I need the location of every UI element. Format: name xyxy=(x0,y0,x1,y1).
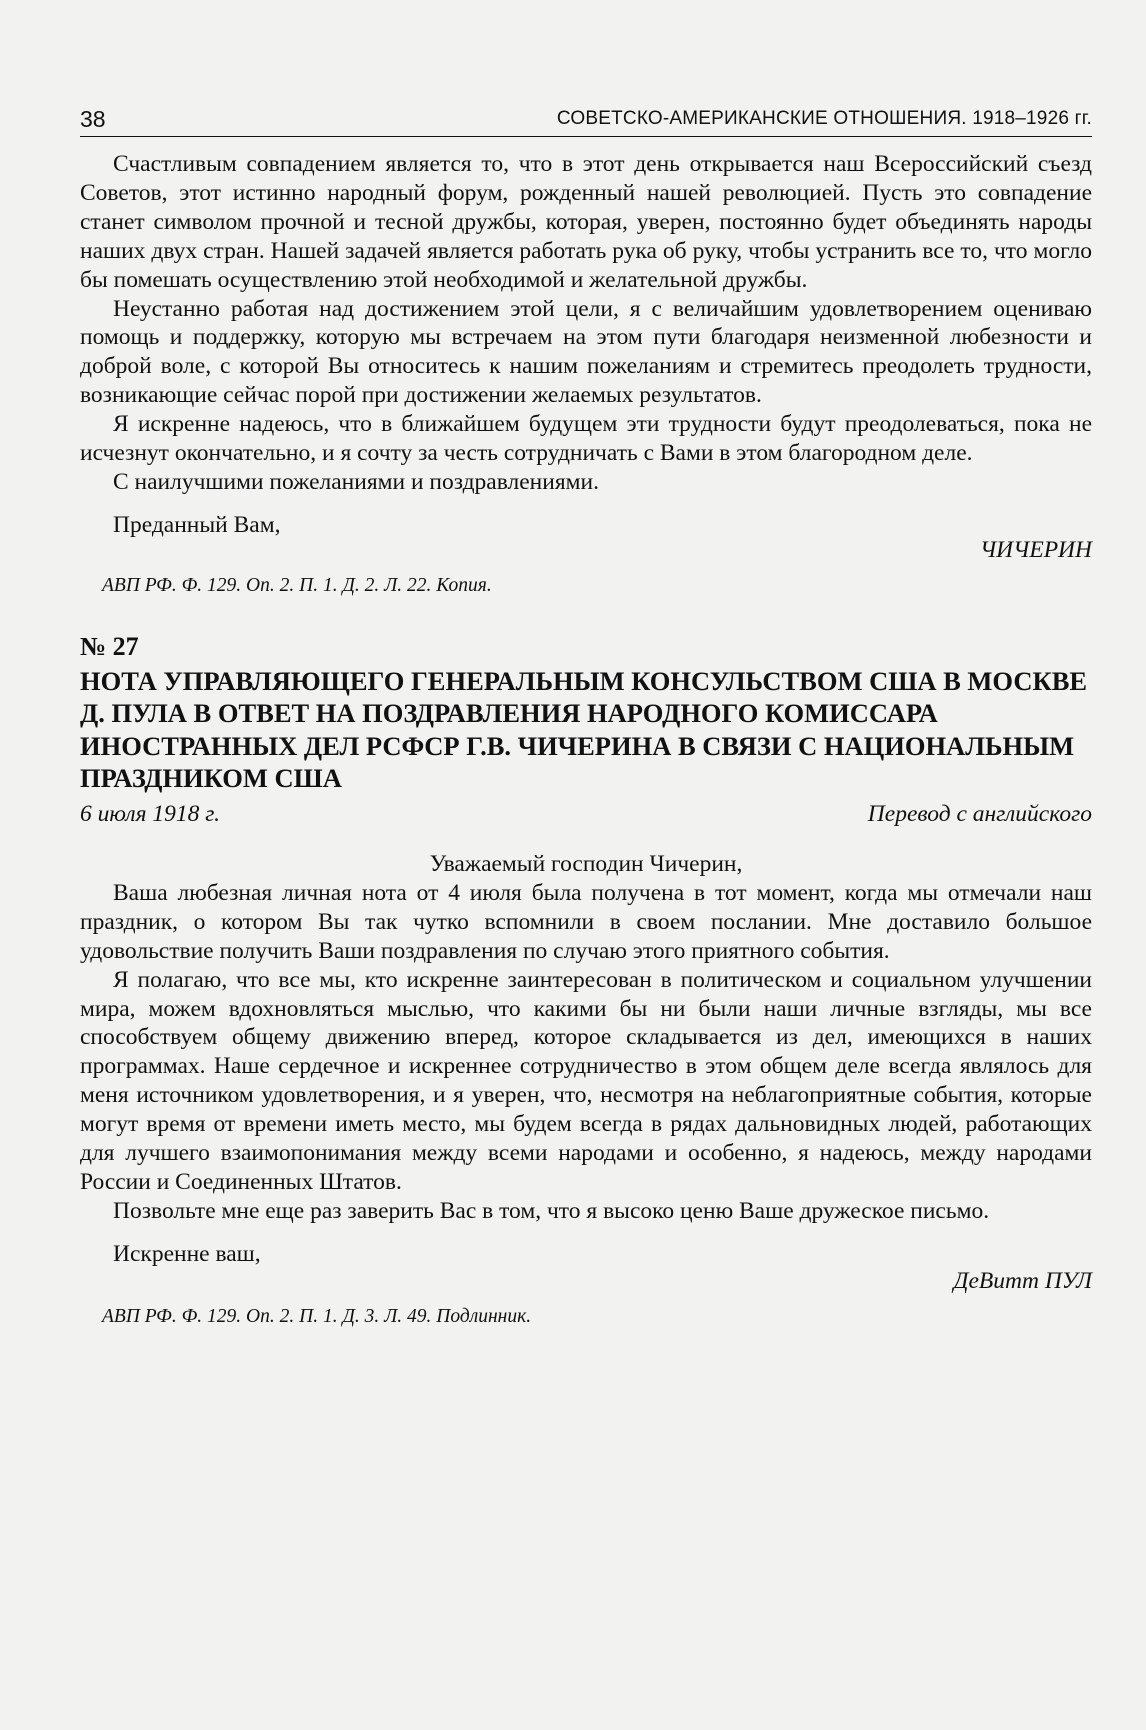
translation-note: Перевод с английского xyxy=(867,800,1092,827)
paragraph: Неустанно работая над достижением этой цели, я с величайшим удовлетворением оцениваю помощь и поддержку, которую мы встречаем на этом пути благодаря неизменной любезности и доброй воле, с которой Вы относитесь к нашим пожеланиям и стремитесь преодолеть трудности, возникающие сейчас порой при достижении желаемых результатов. xyxy=(80,295,1092,409)
paragraph: Ваша любезная личная нота от 4 июля была получена в тот момент, когда мы отмечали наш праздник, о котором Вы так чутко вспомнили в своем послании. Мне доставило большое удовольствие получить Ваши поздравления по случаю этого приятного события. xyxy=(80,879,1092,964)
document-title: НОТА УПРАВЛЯЮЩЕГО ГЕНЕРАЛЬНЫМ КОНСУЛЬСТВОМ США В МОСКВЕ Д. ПУЛА В ОТВЕТ НА ПОЗДРАВЛЕНИЯ НАРОДНОГО КОМИССАРА ИНОСТРАННЫХ ДЕЛ РСФСР Г.В. ЧИЧЕРИНА В СВЯЗИ С НАЦИОНАЛЬНЫМ ПРАЗДНИКОМ США xyxy=(80,665,1088,794)
running-header xyxy=(80,104,1092,137)
closing-line: Искренне ваш, xyxy=(113,1240,261,1267)
archive-source: АВП РФ. Ф. 129. Оп. 2. П. 1. Д. 3. Л. 49. Подлинник. xyxy=(102,1305,532,1327)
paragraph: Я полагаю, что все мы, кто искренне заинтересован в политическом и социальном улучшении мира, можем вдохновляться мыслью, что какими бы ни были наши личные взгляды, мы все способствуем общему движению вперед, которое складывается из дел, имеющихся в наших программах. Наше сердечное и искреннее сотрудничество в этом общем деле всегда являлось для меня источником удовлетворения, и я уверен, что, несмотря на неблагоприятные события, которые могут время от времени иметь место, мы будем всегда в рядах дальновидных людей, работающих для лучшего взаимопонимания между всеми народами и особенно, я надеюсь, между народами России и Соединенных Штатов. xyxy=(80,966,1092,1195)
salutation: Уважаемый господин Чичерин, xyxy=(429,850,743,877)
paragraph: Я искренне надеюсь, что в ближайшем будущем эти трудности будут преодолеваться, пока не исчезнут окончательно, и я сочту за честь сотрудничать с Вами в этом благородном деле. xyxy=(80,411,1092,467)
document-26-end xyxy=(80,150,1092,599)
page-number: 38 xyxy=(80,106,106,132)
document-date: 6 июля 1918 г. xyxy=(80,800,221,827)
document-27 xyxy=(80,631,1092,1330)
archive-source: АВП РФ. Ф. 129. Оп. 2. П. 1. Д. 2. Л. 22. Копия. xyxy=(102,574,492,596)
signature: ДеВитт ПУЛ xyxy=(953,1267,1092,1294)
document-number: № 27 xyxy=(80,631,139,661)
signature: ЧИЧЕРИН xyxy=(979,536,1092,563)
paragraph: Счастливым совпадением является то, что в этот день открывается наш Всероссийский съезд Советов, этот истинно народный форум, рожденный нашей революцией. Пусть это совпадение станет символом прочной и тесной дружбы, которая, уверен, постоянно будет объединять народы наших двух стран. Нашей задачей является работать рука об руку, чтобы устранить все то, что могло бы помешать осуществлению этой необходимой и желательной дружбы. xyxy=(80,151,1092,293)
paragraph: Позвольте мне еще раз заверить Вас в том, что я высоко ценю Ваше дружеское письмо. xyxy=(113,1197,990,1224)
wishes-line: С наилучшими пожеланиями и поздравлениями. xyxy=(113,468,599,495)
page-content xyxy=(80,150,1092,1330)
running-title: СОВЕТСКО-АМЕРИКАНСКИЕ ОТНОШЕНИЯ. 1918–1926 гг. xyxy=(556,108,1092,129)
closing-line: Преданный Вам, xyxy=(113,511,281,538)
date-line xyxy=(80,799,1092,831)
